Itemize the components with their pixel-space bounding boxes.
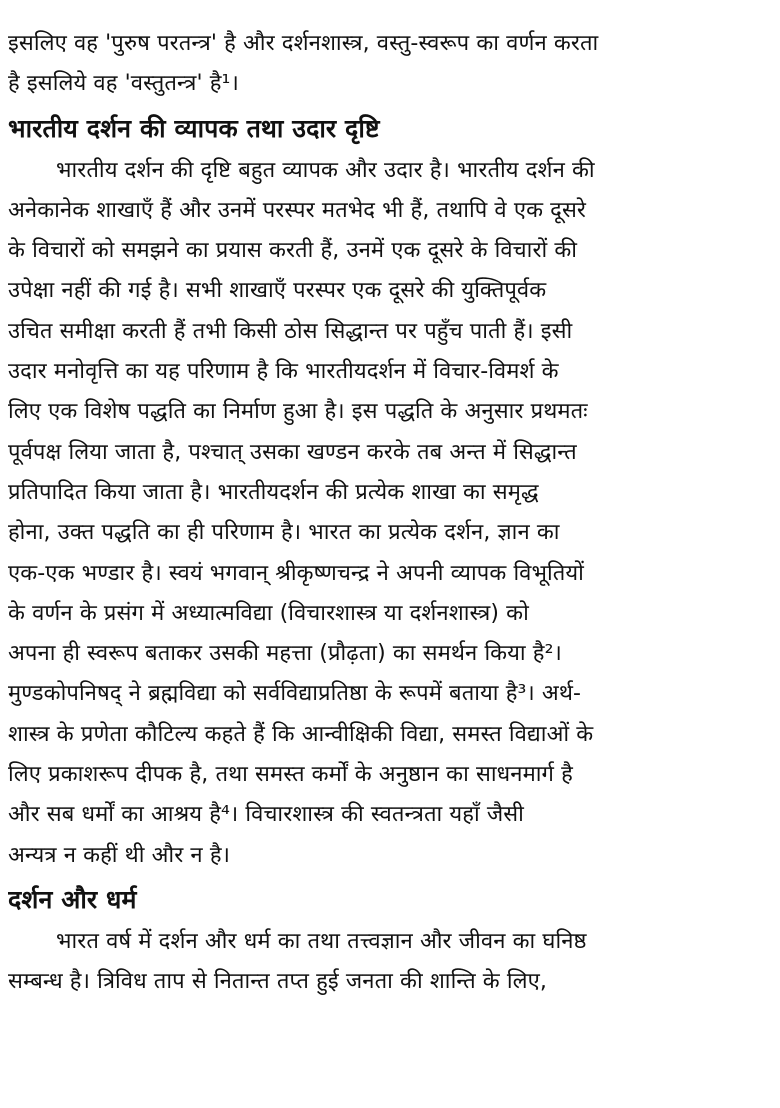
text-line: अनेकानेक शाखाएँ हैं और उनमें परस्पर मतभेद भी हैं, तथापि वे एक दूसरे (8, 197, 587, 223)
text-line: इसलिए वह 'पुरुष परतन्त्र' है और दर्शनशास्त्र, वस्तु-स्वरूप का वर्णन करता (8, 31, 599, 56)
text-line: अन्यत्र न कहीं थी और न है। (8, 842, 231, 868)
text-line: उचित समीक्षा करती हैं तभी किसी ठोस सिद्धान्त पर पहुँच पाती हैं। इसी (8, 318, 573, 344)
text-line: शास्त्र के प्रणेता कौटिल्य कहते हैं कि आन्वीक्षिकी विद्या, समस्त विद्याओं के (8, 721, 594, 747)
text-line: लिए एक विशेष पद्धति का निर्माण हुआ है। इस पद्धति के अनुसार प्रथमतः (8, 399, 588, 425)
text-line: के विचारों को समझने का प्रयास करती हैं, उनमें एक दूसरे के विचारों की (8, 238, 578, 264)
text-line: है इसलिये वह 'वस्तुतन्त्र' है¹। (8, 71, 239, 97)
text-line: होना, उक्त पद्धति का ही परिणाम है। भारत का प्रत्येक दर्शन, ज्ञान का (8, 520, 560, 546)
paragraph-start-line: भारत वर्ष में दर्शन और धर्म का तथा तत्त्वज्ञान और जीवन का घनिष्ठ (56, 928, 587, 954)
paragraph-start-line: भारतीय दर्शन की दृष्टि बहुत व्यापक और उदार है। भारतीय दर्शन की (56, 157, 595, 183)
text-line: सम्बन्ध है। त्रिविध ताप से नितान्त तप्त हुई जनता की शान्ति के लिए, (8, 969, 547, 995)
text-line: मुण्डकोपनिषद् ने ब्रह्मविद्या को सर्वविद्याप्रतिष्ठा के रूपमें बताया है³। अर्थ- (8, 681, 582, 707)
text-line: प्रतिपादित किया जाता है। भारतीयदर्शन की प्रत्येक शाखा का समृद्ध (8, 479, 539, 505)
text-line: और सब धर्मों का आश्रय है⁴। विचारशास्त्र की स्वतन्त्रता यहाँ जैसी (8, 802, 524, 828)
text-line: पूर्वपक्ष लिया जाता है, पश्चात् उसका खण्डन करके तब अन्त में सिद्धान्त (8, 439, 577, 465)
section-heading: दर्शन और धर्म (8, 884, 137, 914)
text-line: उपेक्षा नहीं की गई है। सभी शाखाएँ परस्पर एक दूसरे की युक्तिपूर्वक (8, 278, 547, 304)
section-heading: भारतीय दर्शन की व्यापक तथा उदार दृष्टि (8, 113, 380, 143)
text-line: लिए प्रकाशरूप दीपक है, तथा समस्त कर्मों के अनुष्ठान का साधनमार्ग है (8, 762, 573, 788)
text-line: अपना ही स्वरूप बताकर उसकी महत्ता (प्रौढ़ता) का समर्थन किया है²। (8, 641, 562, 667)
text-line: उदार मनोवृत्ति का यह परिणाम है कि भारतीयदर्शन में विचार-विमर्श के (8, 359, 559, 385)
text-line: एक-एक भण्डार है। स्वयं भगवान् श्रीकृष्णचन्द्र ने अपनी व्यापक विभूतियों (8, 560, 584, 586)
text-line: के वर्णन के प्रसंग में अध्यात्मविद्या (विचारशास्त्र या दर्शनशास्त्र) को (8, 600, 529, 626)
